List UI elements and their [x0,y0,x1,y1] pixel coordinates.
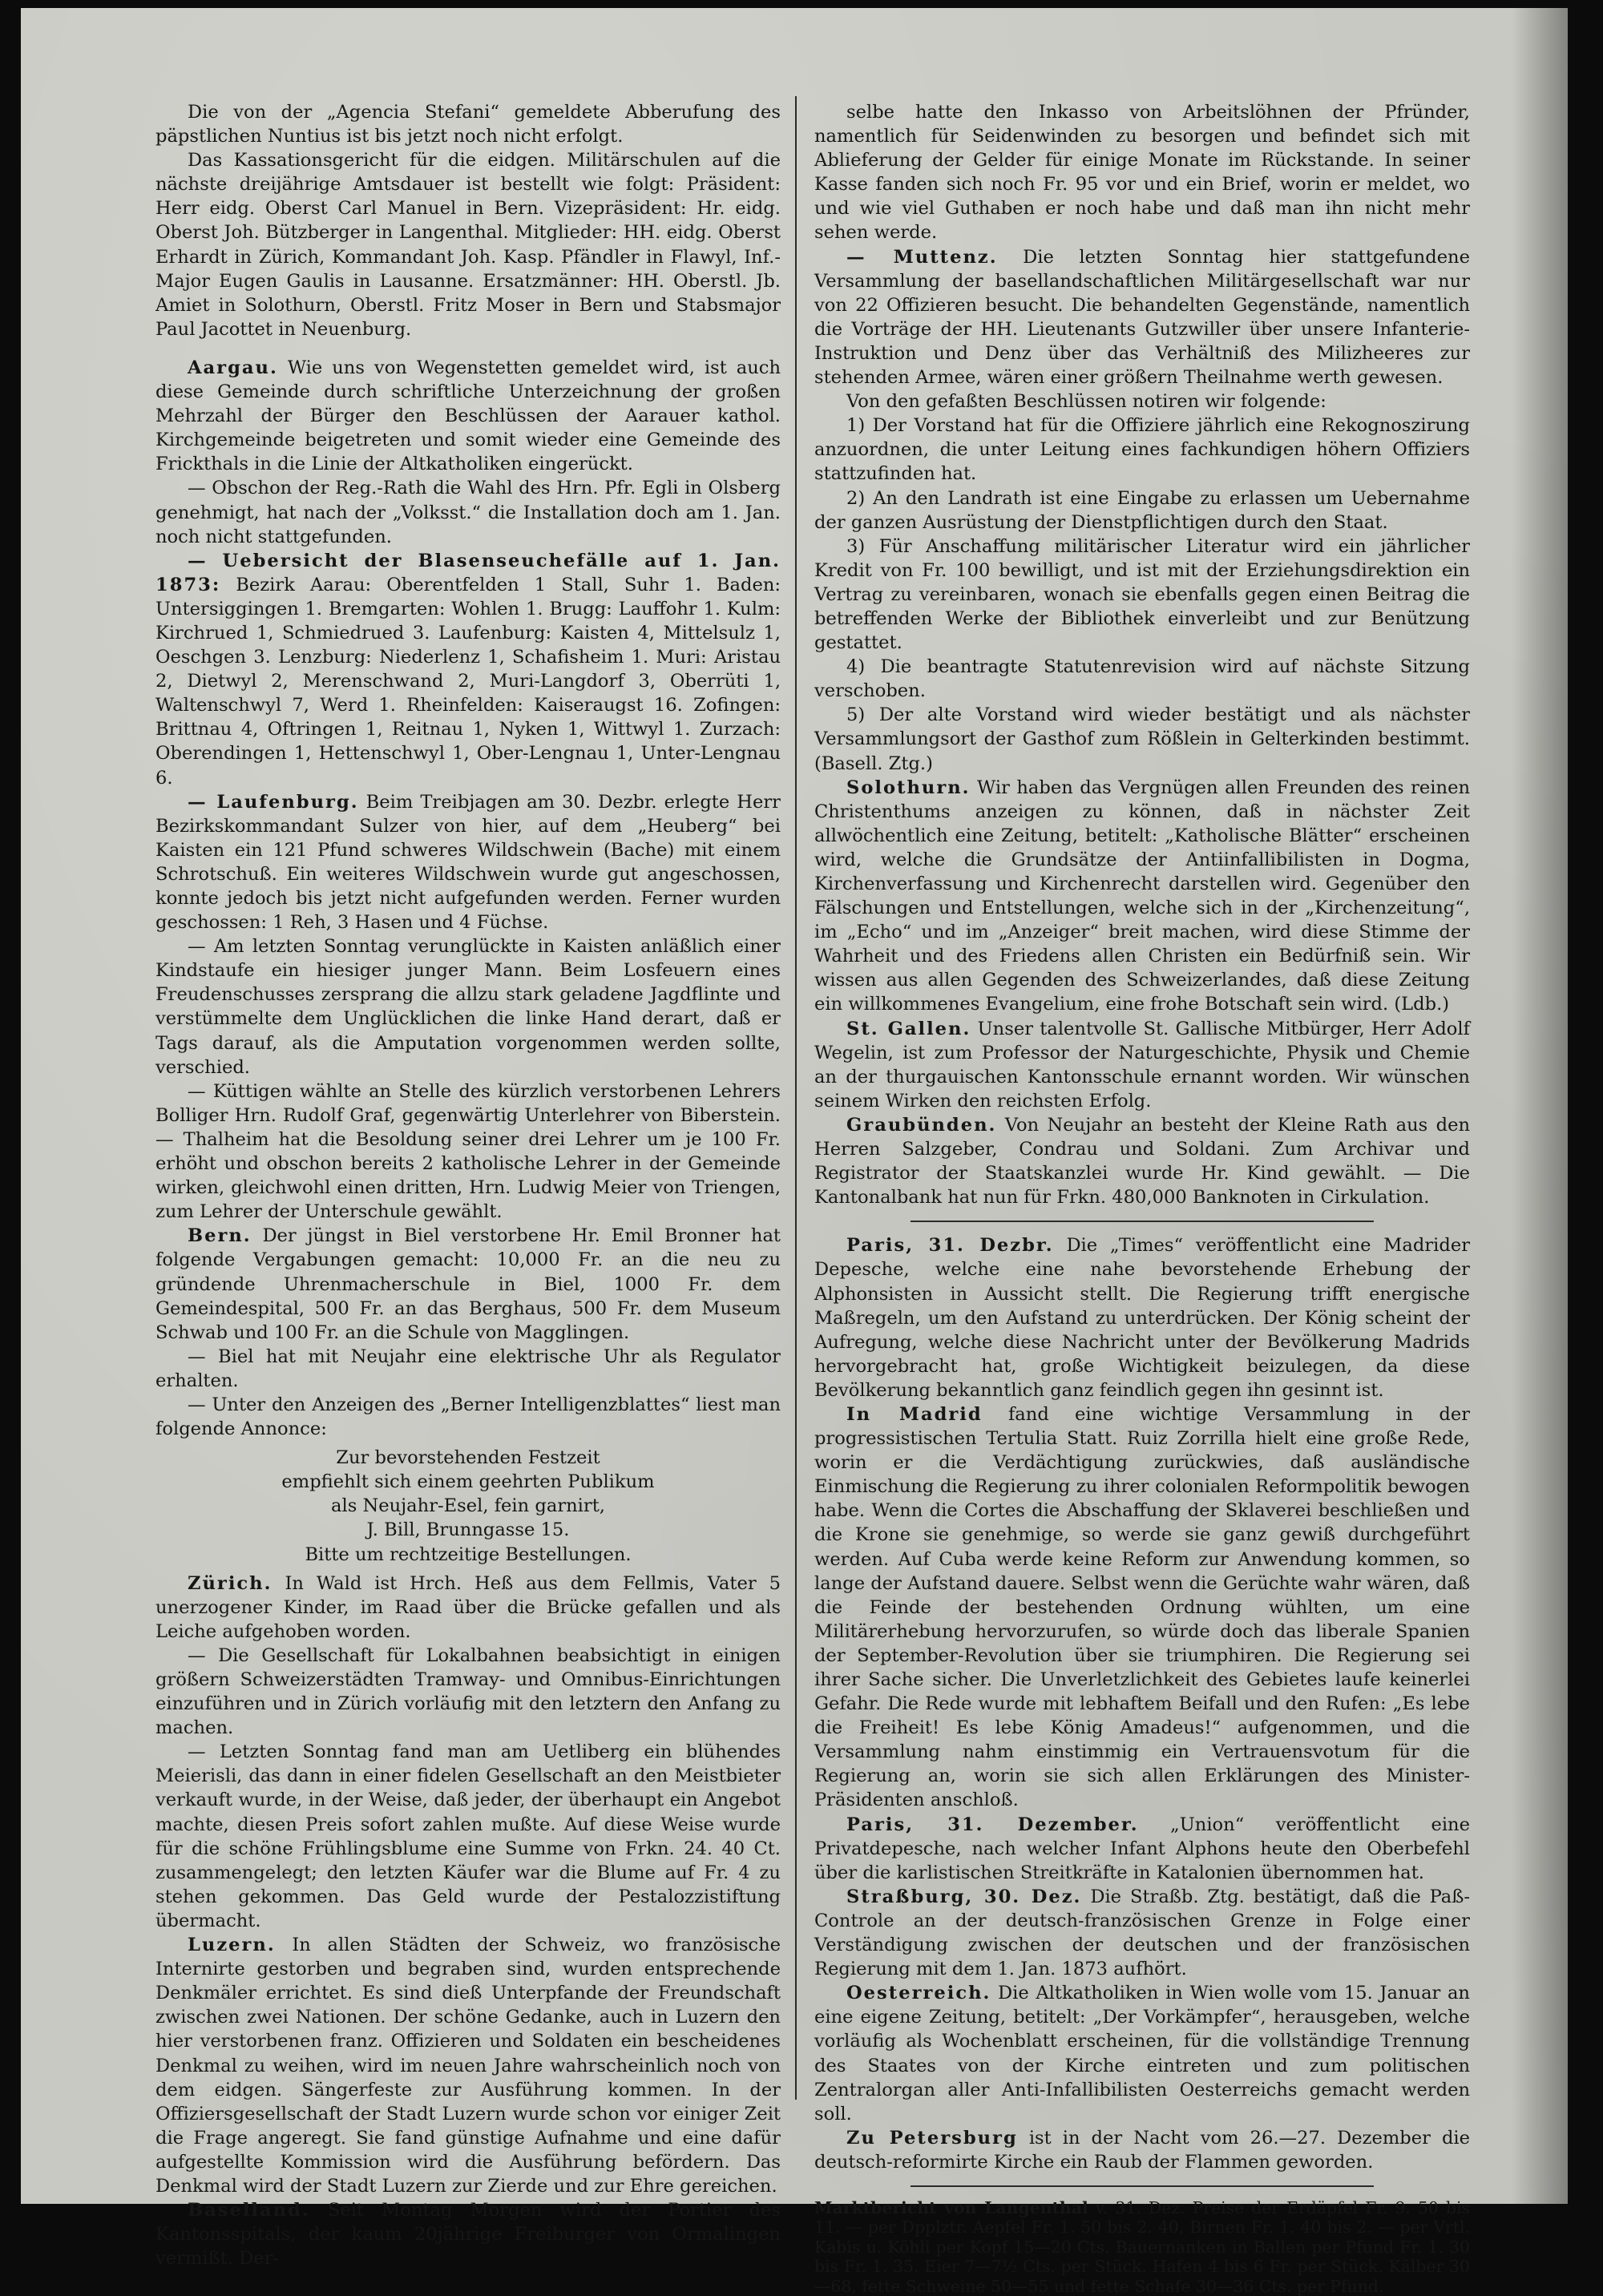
article-text: Der jüngst in Biel verstorbene Hr. Emil Bronner hat folgende Vergabungen gemacht: 10,000 Fr. an die neu zu gründende Uhrenmacherschule in Biel, 1000 Fr. dem Gemeindespital, 500 Fr. an das Berghaus, 500 Fr. dem Museum Schwab und 100 Fr. an die Schule von Magglingen. [155,1225,781,1343]
article-lead: Zu Petersburg [846,2127,1018,2149]
article-lead: In Madrid [846,1403,983,1425]
article-text: ist in der Nacht vom 26.—27. Dezember die deutsch-reformirte Kirche ein Raub der Flammen geworden. [814,2127,1471,2173]
advert-line: empfiehlt sich einem geehrten Publikum [281,1471,655,1493]
article-paragraph [155,790,781,935]
article-lead: Baselland. [188,2200,310,2221]
article-lead: Paris, 31. Dezbr. [846,1235,1054,1257]
article-text: Von Neujahr an besteht der Kleine Rath aus den Herren Salzgeber, Condrau und Soldani. Zum Archivar und Registrator der Staatskanzlei wurde Hr. Kind gewählt. — Die Kantonalbank hat nun für Frkn. 480,000 Banknoten in Cirkulation. [814,1114,1471,1209]
article-text: Von den gefaßten Beschlüssen notiren wir folgende: [846,391,1326,413]
article-text: Beim Treibjagen am 30. Dezbr. erlegte Herr Bezirkskommandant Sulzer von hier, auf dem „Heuberg“ bei Kaisten ein 121 Pfund schweres Wildschwein (Bache) mit einem Schrotschuß. Ein weiteres Wildschwein wurde gut angeschossen, konnte jedoch bis jetzt nicht aufgefunden werden. Ferner wurden geschossen: 1 Reh, 3 Hasen und 4 Füchse. [155,791,781,934]
article-text: — Am letzten Sonntag verunglückte in Kaisten anläßlich einer Kindstaufe ein hiesiger junger Mann. Beim Losfeuern eines Freudenschusses zersprang die allzu stark geladene Jagdflinte und verstümmelte dem Unglücklichen die linke Hand derart, daß er Tags darauf, als die Amputation vorgenommen werden sollte, verschied. [155,936,781,1078]
article-text: In Wald ist Hrch. Heß aus dem Fellmis, Vater 5 unerzogener Kinder, im Raad über die Brücke gefallen und als Leiche aufgehoben worden. [155,1572,781,1642]
article-text: — Biel hat mit Neujahr eine elektrische Uhr als Regulator erhalten. [155,1346,781,1391]
article-lead: Graubünden. [846,1114,997,1136]
newspaper-page [21,8,1568,2296]
article-text: Bezirk Aarau: Oberentfelden 1 Stall, Suhr 1. Baden: Untersiggingen 1. Bremgarten: Wohlen 1. Brugg: Lauffohr 1. Kulm: Kirchrued 1, Schmiedrued 3. Laufenburg: Kaisten 4, Mittelsulz 1, Oeschgen 3. Lenzburg: Niederlenz 1, Schafisheim 1. Muri: Aristau 2, Dietwyl 2, Merenschwand 2, Muri-Langdorf 3, Oberrüti 1, Waltenschwyl 7, Werd 1. Rheinfelden: Kaiseraugst 16. Zofingen: Brittnau 4, Oftringen 1, Reitnau 1, Nyken 1, Wittwyl 1. Zurzach: Oberendingen 1, Hettenschwyl 1, Ober-Lengnau 1, Unter-Lengnau 6. [155,574,781,789]
left-column [155,100,781,2270]
article-paragraph [814,1233,1470,1402]
article-text: — Küttigen wählte an Stelle des kürzlich verstorbenen Lehrers Bolliger Hrn. Rudolf Graf, gegenwärtig Unterlehrer von Biberstein. — Thalheim hat die Besoldung seiner drei Lehrer um je 100 Fr. erhöht und obschon bereits 2 katholische Lehrer in der Gemeinde wirken, gleichwohl einen dritten, Hrn. Ludwig Meier von Triengen, zum Lehrer der Unterschule gewählt. [155,1080,781,1223]
article-text: Die letzten Sonntag hier stattgefundene Versammlung der basellandschaftlichen Militärgesellschaft war nur von 22 Offizieren besucht. Die behandelten Gegenstände, namentlich die Vorträge der HH. Lieutenants Gutzwiller über unsere Infanterie-Instruktion und Denz über das Verhältniß des Milizheeres zur stehenden Armee, wären einer größern Theilnahme werth gewesen. [814,246,1470,389]
article-text: Die von der „Agencia Stefani“ gemeldete Abberufung des päpstlichen Nuntius ist bis jetzt noch nicht erfolgt. [155,102,781,147]
article-paragraph [814,535,1470,655]
foreign-news [814,1233,1470,2174]
article-text: — Die Gesellschaft für Lokalbahnen beabsichtigt in einigen größern Schweizerstädten Tramway- und Omnibus-Einrichtungen einzuführen und in Zürich vorläufig mit den letztern den Anfang zu machen. [155,1644,781,1739]
article-lead: Straßburg, 30. Dez. [846,1886,1082,1907]
article-paragraph [155,148,781,341]
article-paragraph [814,1402,1470,1813]
column-rule [795,96,797,2100]
left-articles [155,100,781,1441]
article-paragraph [155,1572,781,1644]
article-text: — Letzten Sonntag fand man am Uetliberg ein blühendes Meierisli, das dann in einer fidelen Gesellschaft an den Meistbieter verkauft wurde, in der Weise, daß jeder, der überhaupt ein Angebot machte, diesen Preis sofort zahlen mußte. Auf diese Weise wurde für die schöne Frühlingsblume eine Summe von Frkn. 24. 40 Ct. zusammengelegt; den letzten Käufer war die Blume auf Fr. 4 zu stehen gekommen. Das Geld wurde der Pestalozzistiftung übermacht. [155,1741,781,1931]
article-paragraph [814,655,1470,703]
article-text: 1) Der Vorstand hat für die Offiziere jährlich eine Rekognoszirung anzuordnen, die unter Leitung eines fachkundigen höhern Offiziers stattzufinden hat. [814,415,1470,485]
article-paragraph [814,1885,1470,1981]
article-lead: Paris, 31. Dezember. [846,1814,1139,1835]
article-text: 2) An den Landrath ist eine Eingabe zu erlassen um Uebernahme der ganzen Ausrüstung der Dienstpflichtigen durch den Staat. [814,487,1470,533]
article-paragraph [814,389,1470,414]
market-report-text: v. 31. Dez. Preise der Erdäpfel Fr. 9. 50 bis 11. — per Dpplztr. Aepfel Fr. 1. 50 bis 2. 40, Birnen Fr. 1. 40 bis 2. — per Vrtl. Kabis u. Köhli per Kopf 15—20 Cts. Bauernanken in Ballen per Pfund Fr. 1. 30 bis Fr. 1. 35. Eier 7—7½ Cts. per Stück. Hafen 4 bis 6 Fr. per Stück. Kälber 30—68, fette Schweine 50—55 und fette Schafe 30—36 Cts. per Pfund. [814,2197,1471,2296]
article-lead: — Laufenburg. [188,791,359,813]
article-text: Unser talentvolle St. Gallische Mitbürger, Herr Adolf Wegelin, ist zum Professor der Naturgeschichte, Physik und Chemie an der thurgauischen Kantonsschule ernannt worden. Wir wünschen seinem Wirken den reichsten Erfolg. [814,1018,1470,1112]
article-lead: Solothurn. [846,777,971,798]
article-paragraph [814,1017,1470,1113]
article-text: selbe hatte den Inkasso von Arbeitslöhnen der Pfründer, namentlich für Seidenwinden zu besorgen und befindet sich mit Ablieferung der Gelder für einige Monate im Rückstande. In seiner Kasse fanden sich noch Fr. 95 vor und ein Brief, worin er meldet, wo und wie viel Guthaben er noch habe und daß man ihn nicht mehr sehen werde. [814,102,1470,244]
right-column [814,100,1470,2296]
article-lead: — Uebersicht der Blasenseuchefälle auf 1. Jan. 1873: [155,550,781,595]
article-text: Die Altkatholiken in Wien wolle vom 15. Januar an eine eigene Zeitung, betitelt: „Der Vorkämpfer“, herausgeben, welche vorläufig als Wochenblatt erscheinen, für die vollständige Trennung des Staates von der Kirche eintreten und zum politischen Zentralorgan aller Anti-Infallibilisten Oesterreichs gemacht werden soll. [814,1983,1470,2125]
article-paragraph [814,776,1470,1017]
article-lead: St. Gallen. [846,1018,971,1039]
article-paragraph [155,1644,781,1740]
article-text: Wie uns von Wegenstetten gemeldet wird, ist auch diese Gemeinde durch schriftliche Unterzeichnung der großen Mehrzahl der Bürger den Beschlüssen der Aarauer kathol. Kirchgemeinde beigetreten und somit wieder eine Gemeinde des Frickthals in die Linie der Altkatholiken eingerückt. [155,357,781,475]
article-paragraph [155,100,781,148]
article-paragraph [814,1113,1470,1209]
article-paragraph [814,414,1470,486]
article-paragraph [155,1224,781,1344]
article-lead: Aargau. [188,357,278,378]
article-paragraph [155,356,781,476]
article-paragraph [155,1740,781,1933]
article-paragraph [155,2198,781,2270]
article-paragraph [155,934,781,1079]
article-text: — Obschon der Reg.-Rath die Wahl des Hrn. Pfr. Egli in Olsberg genehmigt, hat nach der „Volksst.“ die Installation doch am 1. Jan. noch nicht stattgefunden. [155,478,781,547]
advert-line: Bitte um rechtzeitige Bestellungen. [305,1543,632,1565]
right-articles [814,100,1470,1209]
article-text: fand eine wichtige Versammlung in der progressistischen Tertulia Statt. Ruiz Zorrilla hielt eine große Rede, worin er die Verdächtigung zurückwies, daß ausländische Einmischung die Regierung zu ihrer colonialen Reformpolitik bewogen habe. Wenn die Cortes die Abschaffung der Sklaverei beschließen und die Krone sie genehmige, so werde sie ganz gewiß durchgeführt werden. Auf Cuba werde keine Reform zur Anwendung kommen, so lange der Aufstand dauere. Selbst wenn die Gerüchte wahr wären, daß die Feinde der bestehenden Ordnung wühlten, um eine Militärerhebung hervorzurufen, so würde doch das liberale Spanien der September-Revolution über sie triumphiren. Die Regierung sei ihrer Sache sicher. Die Unverletzlichkeit des Gebietes laufe keinerlei Gefahr. Die Rede wurde mit lebhaftem Beifall und den Rufen: „Es lebe die Freiheit! Es lebe König Amadeus!“ aufgenommen, und die Versammlung nahm einstimmig ein Vertrauensvotum für die Regierung an, worin sie sich allen Erklärungen des Minister-Präsidenten anschloß. [814,1403,1471,1811]
article-paragraph [814,486,1470,535]
article-paragraph [814,1813,1470,1885]
article-paragraph [814,100,1470,245]
article-lead: — Muttenz. [846,246,998,268]
article-paragraph [814,703,1470,775]
article-text: Die Straßb. Ztg. bestätigt, daß die Paß-Controle an der deutsch-französischen Grenze in Folge einer Verständigung zwischen der deutschen und der französischen Regierung mit dem 1. Jan. 1873 aufhört. [814,1886,1470,1980]
article-paragraph [155,1345,781,1393]
article-lead: Luzern. [188,1935,276,1956]
article-paragraph [155,549,781,790]
article-text: Wir haben das Vergnügen allen Freunden des reinen Christenthums anzeigen zu können, daß in nächster Zeit allwöchentlich eine Zeitung, betitelt: „Katholische Blätter“ erscheinen wird, welche die Grundsätze der Antiinfallibilisten in Dogma, Kirchenverfassung und Kirchenrecht darstellen wird. Gegenüber den Fälschungen und Entstellungen, welche sich in der „Kirchenzeitung“, im „Echo“ und im „Anzeiger“ breit machen, wird diese Stimme der Wahrheit und des Friedens allen Christen ein Bedürfniß sein. Wir wissen aus allen Gegenden des Schweizerlandes, daß diese Zeitung ein willkommenes Evangelium, eine frohe Botschaft sein wird. (Ldb.) [814,777,1470,1015]
article-paragraph [155,1393,781,1441]
article-paragraph [814,2126,1470,2174]
article-paragraph [155,1933,781,2198]
article-text: 5) Der alte Vorstand wird wieder bestätigt und als nächster Versammlungsort der Gasthof zum Rößlein in Gelterkinden bestimmt. (Basell. Ztg.) [814,704,1470,774]
article-paragraph [155,476,781,548]
article-text: Die „Times“ veröffentlicht eine Madrider Depesche, welche eine nahe bevorstehende Erhebung der Alphonsisten in Aussicht stellt. Die Regierung trifft energische Maßregeln, um den Aufstand zu unterdrücken. Der König scheint der Aufregung, welche diese Nachricht unter der Bevölkerung Madrids hervorgebracht hat, große Wichtigkeit beizulegen, da diese Bevölkerung bekanntlich ganz feindlich gegen ihn gesinnt ist. [814,1235,1470,1401]
left-articles-continued [155,1572,781,2271]
advert-line: Zur bevorstehenden Festzeit [336,1447,600,1469]
article-text: „Union“ veröffentlicht eine Privatdepesche, nach welcher Infant Alphons heute den Oberbefehl über die karlistischen Streitkräfte in Katalonien übernommen hat. [814,1814,1470,1883]
article-lead: Oesterreich. [846,1983,991,2004]
advertisement [155,1446,781,1566]
article-text: 4) Die beantragte Statutenrevision wird auf nächste Sitzung verschoben. [814,656,1470,702]
market-report [814,2198,1470,2296]
article-text: In allen Städten der Schweiz, wo französische Internirte gestorben und begraben sind, wurden entsprechende Denkmäler errichtet. Es sind dieß Unterpfande der Freundschaft zwischen zwei Nationen. Der schöne Gedanke, auch in Luzern den hier verstorbenen franz. Offizieren und Soldaten ein bescheidenes Denkmal zu weihen, wird im neuen Jahre wahrscheinlich noch von dem eidgen. Sängerfeste zur Ausführung kommen. In der Offiziersgesellschaft der Stadt Luzern wurde schon vor einiger Zeit die Frage angeregt. Sie fand günstige Aufnahme und eine dafür aufgestellte Kommission wird die Ausführung befördern. Das Denkmal wird der Stadt Luzern zur Zierde und zur Ehre gereichen. [155,1935,781,2197]
advert-line: als Neujahr-Esel, fein garnirt, [331,1495,605,1517]
section-divider [911,2185,1374,2187]
article-text: — Unter den Anzeigen des „Berner Intelligenzblattes“ liest man folgende Annonce: [155,1394,781,1440]
article-lead: Bern. [188,1225,252,1247]
market-report-heading: Marktbericht von Langenthal [814,2197,1088,2217]
article-lead: Zürich. [188,1572,273,1594]
article-paragraph [814,245,1470,390]
article-text: Das Kassationsgericht für die eidgen. Militärschulen auf die nächste dreijährige Amtsdauer ist bestellt wie folgt: Präsident: Herr eidg. Oberst Carl Manuel in Bern. Vizepräsident: Hr. eidg. Oberst Joh. Bützberger in Langenthal. Mitglieder: HH. eidg. Oberst Erhardt in Zürich, Kommandant Joh. Kasp. Pfändler in Flawyl, Inf.-Major Eugen Gaulis in Lausanne. Ersatzmänner: HH. Oberstl. Jb. Amiet in Solothurn, Oberstl. Fritz Moser in Bern und Stabsmajor Paul Jacottet in Neuenburg. [155,150,781,340]
article-paragraph [155,1079,781,1225]
section-divider [911,1221,1374,1222]
advert-line: J. Bill, Brunngasse 15. [366,1519,570,1541]
article-text: 3) Für Anschaffung militärischer Literatur wird ein jährlicher Kredit von Fr. 100 bewilligt, und ist mit der Erziehungsdirektion ein Vertrag zu vereinbaren, wonach sie ebenfalls gegen einen Beitrag die betreffenden Werke der Bibliothek einverleibt und zur Benützung gestattet. [814,535,1470,654]
article-text: Seit Montag Morgen wird der Portier des Kantonsspitals, der kaum 20jährige Freiburger von Ormalingen vermißt. Der- [155,2200,781,2270]
article-paragraph [814,1981,1470,2126]
